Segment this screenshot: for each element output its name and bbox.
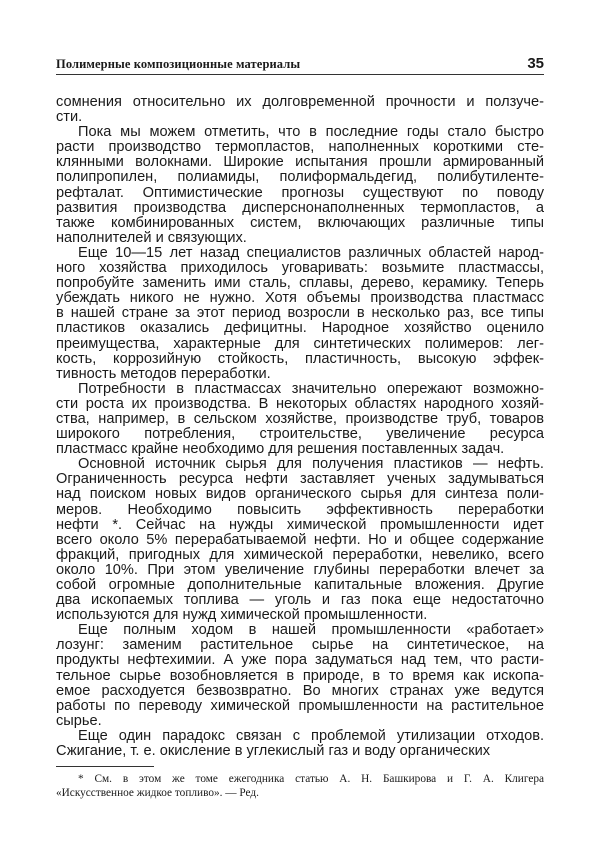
text-line: над поиском новых видов органического сырья для синтеза поли- <box>56 486 544 503</box>
text-line: два ископаемых топлива — уголь и газ пока еще недостаточно <box>56 592 544 609</box>
text-line: Потребности в пластмассах значительно опережают возможно- <box>78 380 544 397</box>
text-line: работы по переводу химической промышленности на растительное <box>56 697 544 714</box>
text-line: ного хозяйства приходилось уговаривать: возьмите пластмассы, <box>56 260 544 277</box>
body-text <box>56 95 544 759</box>
text-line: Еще полным ходом в нашей промышленности «работает» <box>78 622 544 639</box>
paragraph <box>56 623 544 729</box>
text-line: рефталат. Оптимистические прогнозы существуют по поводу <box>56 184 544 201</box>
text-line: продукты нефтехимии. А уже пора задуматься над тем, что расти- <box>56 652 544 669</box>
text-line: сти роста их производства. В некоторых областях народного хозяй- <box>56 395 544 412</box>
text-line: Пока мы можем отметить, что в последние годы стало быстро <box>78 124 544 141</box>
paragraph <box>56 457 544 623</box>
paragraph <box>56 95 544 125</box>
text-line: убеждать никого не нужно. Хотя объемы производства пластмасс <box>56 290 544 307</box>
running-title: Полимерные композиционные материалы <box>56 57 301 71</box>
text-line: пластмасс крайне необходимо для решения поставленных задач. <box>56 441 505 458</box>
text-line: сти. <box>56 109 83 126</box>
text-line: фракций, пригодных для химической переработки, невелико, всего <box>56 546 544 563</box>
text-line: сырье. <box>56 712 102 729</box>
text-line: собой огромные дополнительные капитальные вложения. Другие <box>56 577 544 593</box>
paragraph <box>56 729 544 759</box>
text-line: нефти *. Сейчас на нужды химической промышленности идет <box>56 516 544 533</box>
text-line: клянными волокнами. Широкие испытания прошли армированный <box>56 154 544 171</box>
text-line: тельное сырье возобновляется в природе, в то время как ископа- <box>56 667 544 684</box>
text-line: Еще один парадокс связан с проблемой утилизации отходов. <box>78 727 544 744</box>
text-line: преимущества, характерные для синтетических полимеров: лег- <box>56 335 544 352</box>
page-number: 35 <box>527 55 544 72</box>
text-line: лозунг: заменим растительное сырье на синтетическое, на <box>56 637 544 654</box>
text-line: наполнителей и связующих. <box>56 229 247 246</box>
document-page <box>56 48 544 800</box>
text-line: также комбинированных систем, включающих различные типы <box>56 214 544 231</box>
text-line: кость, коррозийную стойкость, пластичность, высокую эффек- <box>56 350 544 367</box>
paragraph <box>56 125 544 246</box>
text-line: Ограниченность ресурса нефти заставляет ученых задумываться <box>56 471 544 488</box>
text-line: около 10%. При этом увеличение глубины переработки влечет за <box>56 561 544 578</box>
text-line: ства, например, в сельском хозяйстве, производстве труб, товаров <box>56 410 544 427</box>
footnote-line: «Искусственное жидкое топливо». — Ред. <box>56 787 259 800</box>
footnote-line: * См. в этом же томе ежегодника статью А. Н. Башкирова и Г. А. Клигера <box>78 773 544 786</box>
page-header <box>56 48 544 75</box>
text-line: расти производство термопластов, наполненных короткими сте- <box>56 139 544 156</box>
text-line: пластиков оказались дефицитны. Народное хозяйство оценило <box>56 320 544 337</box>
text-line: тивность методов переработки. <box>56 365 271 382</box>
text-line: в нашей стране за этот период возросли в несколько раз, все типы <box>56 305 544 322</box>
text-line: полипропилен, полиамиды, полиформальдегид, полибутиленте- <box>56 169 544 186</box>
text-line: Основной источник сырья для получения пластиков — нефть. <box>78 456 544 473</box>
text-line: широкого потребления, строительстве, увеличение ресурса <box>56 426 544 443</box>
text-line: всего около 5% перерабатываемой нефти. Но и общее содержание <box>56 531 544 548</box>
text-line: попробуйте заменить ими сталь, сплавы, дерево, керамику. Теперь <box>56 275 544 292</box>
paragraph <box>56 382 544 457</box>
text-line: Еще 10—15 лет назад специалистов различных областей народ- <box>78 244 544 261</box>
text-line: меров. Необходимо повысить эффективность переработки <box>56 501 544 518</box>
text-line: развития производства дисперснонаполненных термопластов, а <box>56 199 544 216</box>
text-line: емое расходуется безвозвратно. Во многих странах уже ведутся <box>56 682 544 699</box>
paragraph <box>56 246 544 382</box>
footnote <box>56 772 544 800</box>
text-line: используются для нужд химической промышленности. <box>56 607 428 624</box>
footnote-divider <box>56 766 154 767</box>
text-line: сомнения относительно их долговременной прочности и ползуче- <box>56 94 544 110</box>
text-line: Сжигание, т. е. окисление в углекислый газ и воду органических <box>56 743 491 760</box>
